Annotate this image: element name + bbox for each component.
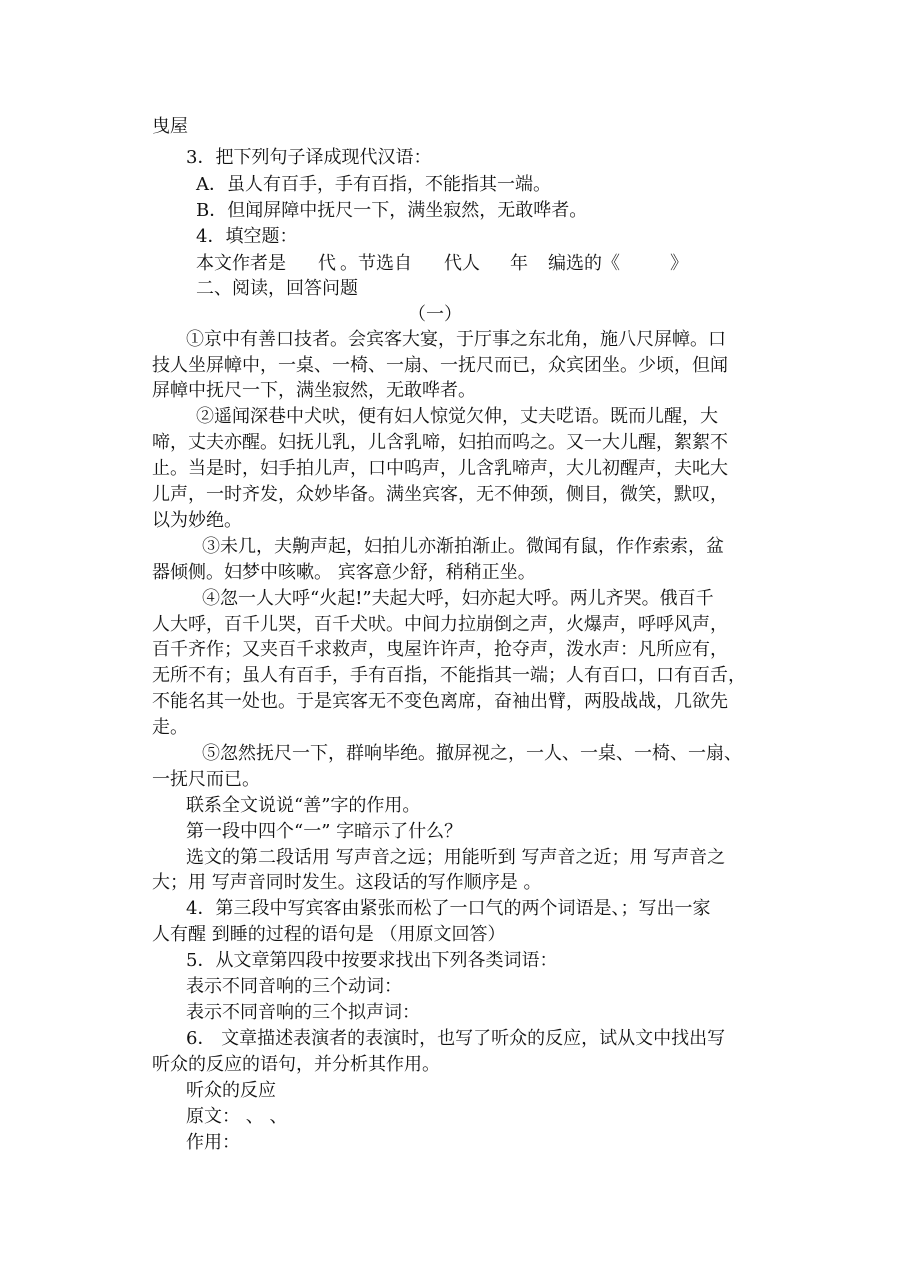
passage-line: ②遥闻深巷中犬吠，便有妇人惊觉欠伸，丈夫呓语。既而儿醒，大	[196, 406, 718, 427]
passage-line: 走。	[152, 717, 188, 738]
passage-line: 儿声，一时齐发，众妙毕备。满坐宾客，无不伸颈，侧目，微笑，默叹，	[152, 484, 728, 505]
question-line: 6． 文章描述表演者的表演时，也写了听众的反应，试从文中找出写	[186, 1028, 726, 1049]
section-heading: 二、阅读，回答问题	[196, 278, 358, 299]
passage-line: 以为妙绝。	[152, 510, 242, 531]
fill-blank-text: 代	[318, 253, 336, 274]
question-line: 联系全文说说“善”字的作用。	[186, 795, 421, 816]
question-3: 3．把下列句子译成现代汉语：	[186, 147, 432, 168]
passage-line: 啼，丈夫亦醒。妇抚儿乳，儿含乳啼，妇拍而呜之。又一大儿醒，絮絮不	[152, 432, 728, 453]
question-line: 第一段中四个“一” 字暗示了什么？	[186, 821, 463, 842]
question-4: 4．填空题：	[196, 226, 298, 247]
question-3b: B．但闻屏障中抚尺一下，满坐寂然，无敢哗者。	[196, 200, 588, 221]
fill-blank-text: 》	[670, 253, 688, 274]
question-3a: A．虽人有百手，手有百指，不能指其一端。	[196, 174, 551, 195]
question-line: 4．第三段中写宾客由紧张而松了一口气的两个词语是、；写出一家	[186, 898, 711, 919]
passage-line: 一抚尺而已。	[152, 769, 260, 790]
question-line: 原文： 、 、	[186, 1106, 288, 1127]
fill-blank-text: 代人	[444, 253, 480, 274]
fill-blank-text: 年	[510, 253, 528, 274]
question-line: 人有醒 到睡的过程的语句是 （用原文回答）	[152, 924, 506, 945]
passage-line: ⑤忽然抚尺一下，群响毕绝。撤屏视之，一人、一桌、一椅、一扇、	[202, 743, 742, 764]
passage-line: ①京中有善口技者。会宾客大宴，于厅事之东北角，施八尺屏幛。口	[186, 329, 726, 350]
passage-line: 器倾侧。妇梦中咳嗽。 宾客意少舒，稍稍正坐。	[152, 562, 536, 583]
fill-blank-line	[196, 251, 688, 277]
passage-line: 无所不有；虽人有百手，手有百指，不能指其一端；人有百口，口有百舌，	[152, 665, 746, 686]
passage-line: 止。当是时，妇手拍儿声，口中呜声，儿含乳啼声，大儿初醒声，夫叱大	[152, 458, 728, 479]
fill-blank-text: 本文作者是	[196, 253, 286, 274]
passage-line: ③未几，夫齁声起，妇拍儿亦渐拍渐止。微闻有鼠，作作索索，盆	[202, 536, 724, 557]
question-line: 听众的反应的语句，并分析其作用。	[152, 1054, 440, 1075]
question-line: 表示不同音响的三个拟声词：	[186, 1002, 420, 1023]
question-line: 表示不同音响的三个动词：	[186, 976, 402, 997]
question-line: 大；用 写声音同时发生。这段话的写作顺序是 。	[152, 872, 542, 893]
fill-blank-text: 编选的《	[548, 253, 620, 274]
fill-blank-text: 。节选自	[340, 253, 412, 274]
passage-line: 屏幛中抚尺一下，满坐寂然，无敢哗者。	[152, 380, 476, 401]
passage-line: 技人坐屏幛中，一桌、一椅、一扇、一抚尺而已，众宾团坐。少顷，但闻	[152, 355, 728, 376]
passage-marker: （一）	[408, 304, 462, 325]
question-line: 5．从文章第四段中按要求找出下列各类词语：	[186, 950, 558, 971]
passage-line: ④忽一人大呼“火起!”夫起大呼，妇亦起大呼。两儿齐哭。俄百千	[202, 588, 714, 609]
question-line: 作用：	[186, 1132, 240, 1153]
question-line: 选文的第二段话用 写声音之远；用能听到 写声音之近；用 写声音之	[186, 847, 726, 868]
passage-line: 人大呼，百千儿哭，百千犬吠。中间力拉崩倒之声，火爆声，呼呼风声，	[152, 614, 728, 635]
passage-line: 百千齐作；又夹百千求救声，曳屋许许声，抢夺声，泼水声：凡所应有，	[152, 639, 728, 660]
passage-line: 不能名其一处也。于是宾客无不变色离席，奋袖出臂，两股战战，几欲先	[152, 691, 728, 712]
text-line: 曳屋	[152, 116, 188, 137]
question-line: 听众的反应	[186, 1080, 276, 1101]
